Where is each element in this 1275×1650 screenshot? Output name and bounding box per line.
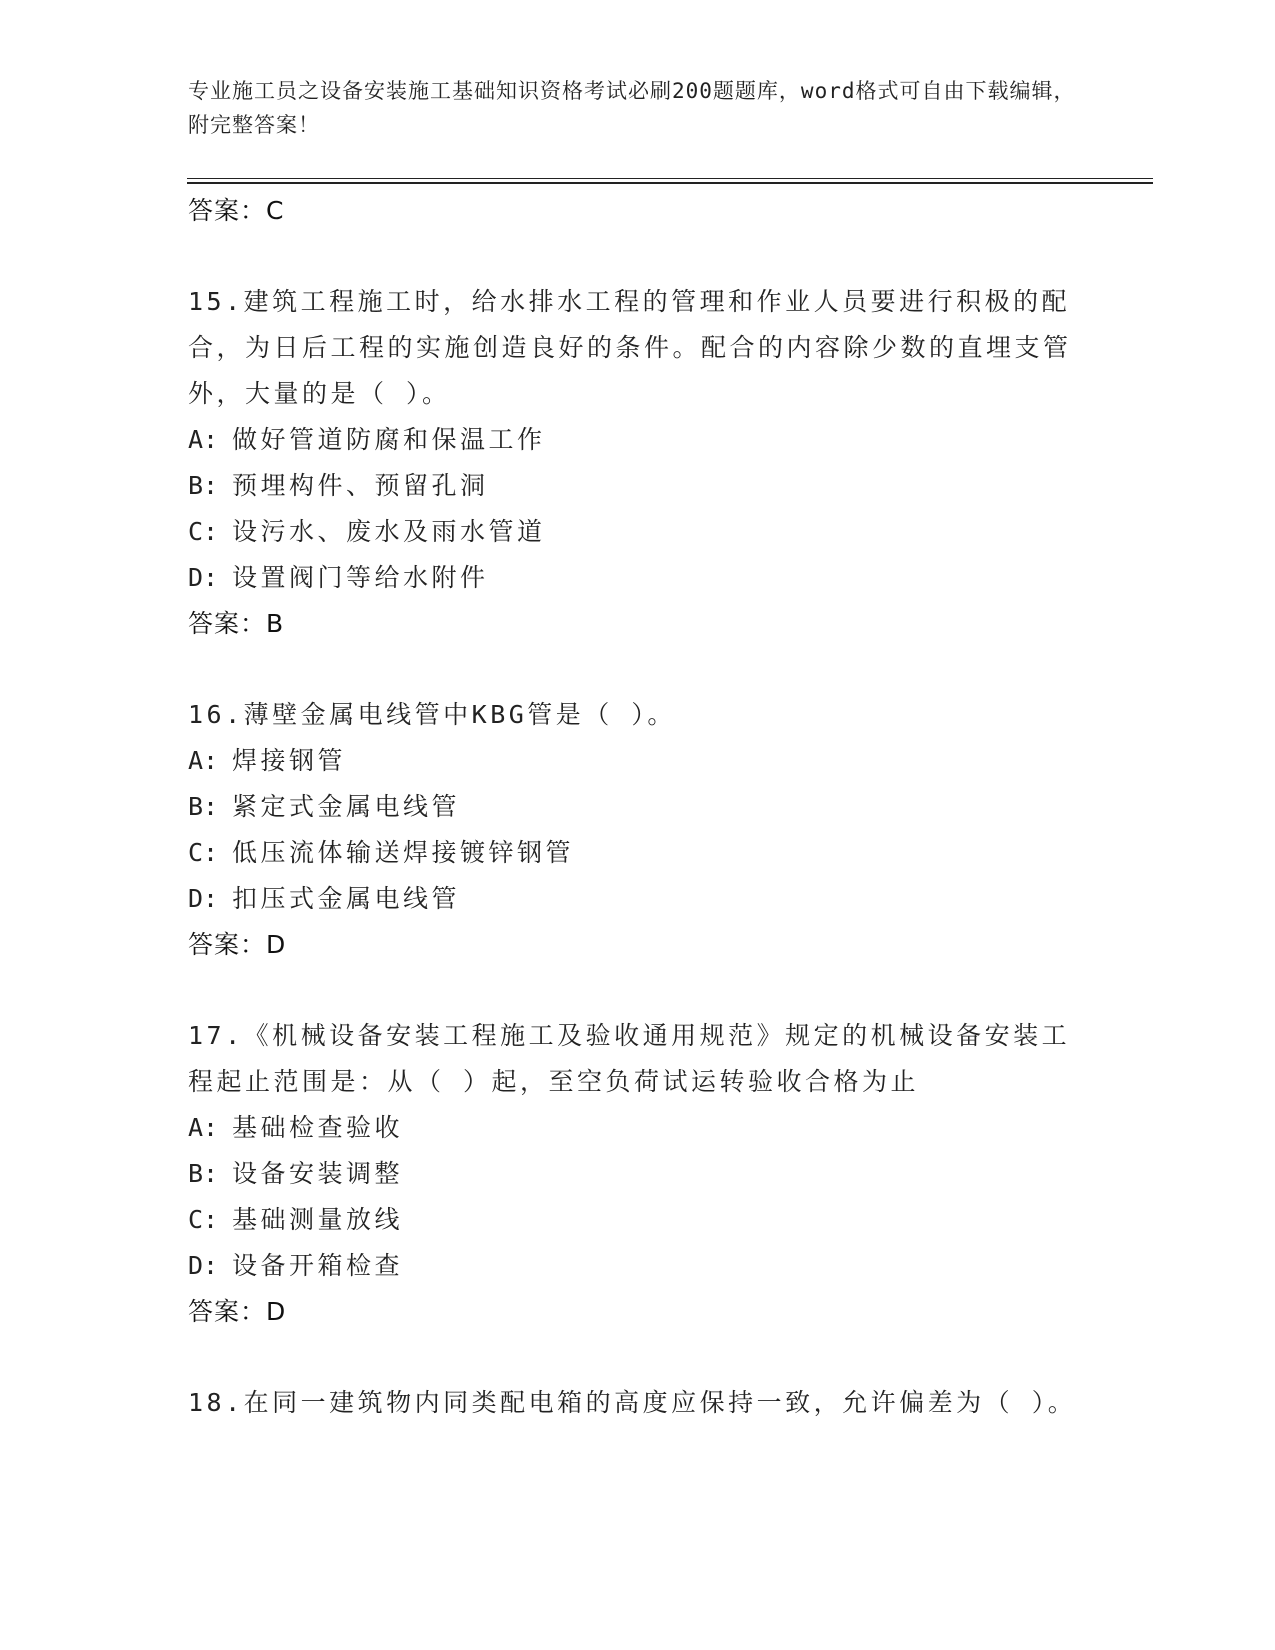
answer-label: 答案： — [188, 196, 267, 225]
question-15 — [188, 279, 1088, 647]
option-text: 基础测量放线 — [232, 1205, 404, 1234]
option-text: 焊接钢管 — [232, 746, 347, 775]
question-text: 15.建筑工程施工时，给水排水工程的管理和作业人员要进行积极的配合，为日后工程的实施创造良好的条件。配合的内容除少数的直埋支管外，大量的是（ ）。 — [188, 287, 1072, 408]
option-text: 设备开箱检查 — [232, 1251, 404, 1280]
option-d — [188, 555, 1088, 601]
option-text: 低压流体输送焊接镀锌钢管 — [232, 838, 575, 867]
option-letter: A: — [188, 746, 219, 775]
option-letter: B: — [188, 471, 219, 500]
option-letter: C: — [188, 838, 219, 867]
option-letter: D: — [188, 563, 219, 592]
option-letter: B: — [188, 1159, 219, 1188]
answer-value: B — [266, 609, 285, 638]
option-letter: B: — [188, 792, 219, 821]
option-b — [188, 1151, 1088, 1197]
question-answer — [188, 922, 1088, 968]
question-text: 17.《机械设备安装工程施工及验收通用规范》规定的机械设备安装工程起止范围是：从（ ）起，至空负荷试运转验收合格为止 — [188, 1021, 1071, 1096]
option-letter: C: — [188, 1205, 219, 1234]
option-a — [188, 1105, 1088, 1151]
spacer — [188, 968, 1088, 1013]
answer-label: 答案： — [188, 930, 267, 959]
option-text: 基础检查验收 — [232, 1113, 404, 1142]
spacer — [188, 647, 1088, 692]
option-letter: A: — [188, 425, 219, 454]
option-text: 设置阀门等给水附件 — [232, 563, 489, 592]
question-17 — [188, 1013, 1088, 1335]
question-answer — [188, 601, 1088, 647]
question-text: 16.薄壁金属电线管中KBG管是（ ）。 — [188, 700, 676, 729]
option-d — [188, 876, 1088, 922]
option-letter: D: — [188, 1251, 219, 1280]
option-text: 紧定式金属电线管 — [232, 792, 461, 821]
spacer — [188, 1335, 1088, 1380]
option-letter: A: — [188, 1113, 219, 1142]
question-18 — [188, 1380, 1088, 1426]
option-text: 设备安装调整 — [232, 1159, 404, 1188]
question-answer — [188, 1289, 1088, 1335]
option-d — [188, 1243, 1088, 1289]
previous-answer — [188, 188, 1088, 234]
option-letter: C: — [188, 517, 219, 546]
answer-value: D — [266, 930, 287, 959]
header-rule-thin — [187, 178, 1153, 179]
question-text: 18.在同一建筑物内同类配电箱的高度应保持一致，允许偏差为（ ）。 — [188, 1388, 1077, 1417]
answer-value: C — [266, 196, 285, 225]
spacer — [188, 234, 1088, 279]
option-a — [188, 417, 1088, 463]
option-c — [188, 830, 1088, 876]
question-16 — [188, 692, 1088, 968]
header-rule-thick — [187, 182, 1153, 184]
option-b — [188, 463, 1088, 509]
option-c — [188, 509, 1088, 555]
option-a — [188, 738, 1088, 784]
answer-value: D — [266, 1297, 287, 1326]
option-b — [188, 784, 1088, 830]
page-header-title: 专业施工员之设备安装施工基础知识资格考试必刷200题题库，word格式可自由下载编辑，附完整答案！ — [188, 79, 1076, 137]
question-content — [188, 188, 1088, 1426]
option-c — [188, 1197, 1088, 1243]
option-text: 预埋构件、预留孔洞 — [232, 471, 489, 500]
answer-label: 答案： — [188, 1297, 267, 1326]
option-letter: D: — [188, 884, 219, 913]
option-text: 设污水、废水及雨水管道 — [232, 517, 546, 546]
option-text: 做好管道防腐和保温工作 — [232, 425, 546, 454]
answer-label: 答案： — [188, 609, 267, 638]
option-text: 扣压式金属电线管 — [232, 884, 461, 913]
